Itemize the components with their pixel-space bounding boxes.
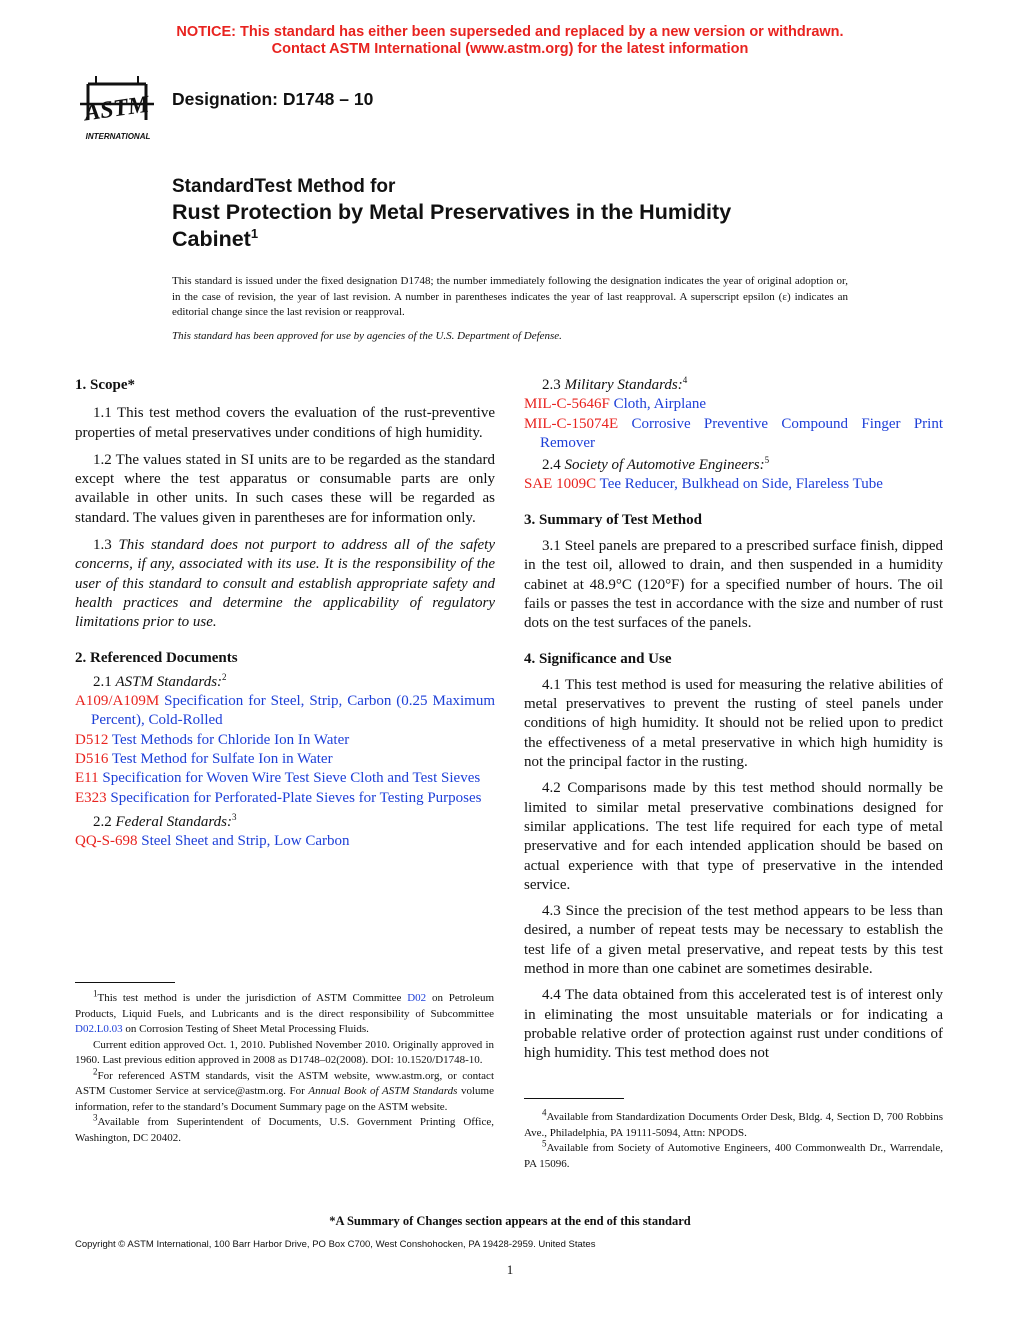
footnote-4-text: Available from Standardization Documents Order Desk, Bldg. 4, Section D, 700 Robbins Ave., Philadelphia, PA 19111-5094, Attn: NPODS. [524,1111,943,1139]
reference-entry [75,750,495,769]
reference-entry [75,789,495,808]
reference-entry [75,832,495,851]
reference-code-link[interactable]: D516 [75,751,109,768]
para-1-3-number: 1.3 [93,537,112,554]
para-2-3-number: 2.3 [542,377,561,393]
left-footnotes [75,988,494,1146]
section-3-heading: 3. Summary of Test Method [524,511,702,528]
footnote-2 [75,1065,494,1116]
para-4-2: 4.2 Comparisons made by this test method should normally be limited to similar metal preservative combinations designed for similar applications. The test life required for each type of metal preservative and for each intended application should be based on actual experience with that type of preservative in the intended service. [524,780,943,893]
reference-title-link[interactable]: Specification for Perforated-Plate Sieves for Testing Purposes [110,789,482,806]
notice-line-1: NOTICE: This standard has either been superseded and replaced by a new version or withdrawn. [176,24,844,40]
reference-code-link[interactable]: E11 [75,770,99,787]
footnote-5-text: Available from Society of Automotive Engineers, 400 Commonwealth Dr., Warrendale, PA 15096. [524,1142,943,1170]
title-line-3: Cabinet [172,227,251,251]
reference-entry [524,395,943,414]
footnote-4 [524,1107,943,1141]
reference-title-link[interactable]: Tee Reducer, Bulkhead on Side, Flareless Tube [599,476,883,493]
sae-standards-list [524,475,943,494]
subcommittee-link[interactable]: D02.L0.03 [75,1023,123,1035]
title-line-2: Rust Protection by Metal Preservatives in the Humidity [172,200,732,224]
reference-entry [524,415,943,454]
title-line-1: StandardTest Method for [172,176,396,197]
reference-code-link[interactable]: MIL-C-5646F [524,396,610,413]
reference-code-link[interactable]: SAE 1009C [524,476,597,493]
footnote-2-number: 2 [93,1065,98,1076]
reference-code-link[interactable]: A109/A109M [75,693,160,710]
section-4-heading: 4. Significance and Use [524,650,672,667]
footnote-ref-5: 5 [764,455,770,466]
footnote-4-number: 4 [542,1107,547,1118]
para-2-1 [75,673,495,692]
logo-subtitle: INTERNATIONAL [85,132,151,141]
astm-standards-label: ASTM Standards: [115,673,223,690]
para-1-3 [75,536,495,632]
designation: Designation: D1748 – 10 [172,89,374,109]
svg-text:ASTM: ASTM [82,91,151,127]
para-4-3: 4.3 Since the precision of the test method appears to be less than desired, a number of repeat tests may be necessary to establish the test life of a given metal preservative, and repeat tests by this test method in more than one cabinet are sometimes desirable. [524,903,943,978]
footnote-3-number: 3 [93,1112,98,1123]
federal-standards-label: Federal Standards: [115,813,233,830]
reference-title-link[interactable]: Test Method for Sulfate Ion in Water [111,751,333,768]
footnote-ref-4: 4 [682,375,688,385]
summary-of-changes-note: *A Summary of Changes section appears at the end of this standard [329,1214,691,1228]
issuance-note: This standard is issued under the fixed designation D1748; the number immediately following the designation indicates the year of original adoption or, in the case of revision, the year of last revision. A number in parentheses indicates the year of last reapproval. A superscript epsilon (ε) indicates an editorial change since the last revision or reapproval. [172,275,848,318]
para-4-4: 4.4 The data obtained from this accelerated test is of interest only in eliminating the most unsuitable materials or for indicating a probable relative order of protection against rust under conditions of high humidity. This test method does not [524,987,943,1062]
page-number: 1 [506,1262,514,1277]
footnote-2-book-title: Annual Book of ASTM Standards [308,1085,458,1097]
footnote-5 [524,1138,943,1172]
footnote-rule-left [75,982,175,983]
reference-code-link[interactable]: QQ-S-698 [75,833,138,850]
para-2-4 [524,456,943,475]
section-1-heading: 1. Scope* [75,377,135,393]
document-title [172,175,872,253]
astm-standards-list [75,692,495,808]
reference-title-link[interactable]: Cloth, Airplane [613,396,707,413]
reference-title-link[interactable]: Specification for Steel, Strip, Carbon (0.25 Maximum Percent), Cold-Rolled [91,693,495,729]
reference-entry [75,731,495,750]
para-1-3-text: This standard does not purport to address all of the safety concerns, if any, associated with its use. It is the responsibility of the user of this standard to consult and establish appropriate safety and health practices and determine the applicability of regulatory limitations prior to use. [75,537,496,631]
para-1-1: 1.1 This test method covers the evaluation of the rust-preventive properties of metal preservatives under conditions of high humidity. [75,405,495,441]
footnote-3 [75,1112,494,1146]
title-footnote-ref: 1 [250,225,259,241]
footnote-2-text-a: For referenced ASTM standards, visit the ASTM website, www.astm.org, or contact ASTM Customer Service at service@astm.org. For [75,1069,494,1097]
footnote-1-text-c: on Corrosion Testing of Sheet Metal Processing Fluids. [125,1023,369,1035]
committee-d02-link[interactable]: D02 [407,992,427,1004]
para-2-3 [524,376,943,395]
reference-title-link[interactable]: Specification for Woven Wire Test Sieve Cloth and Test Sieves [102,770,481,787]
footnote-1-edition: Current edition approved Oct. 1, 2010. Published November 2010. Originally approved in 1960. Last previous edition approved in 2008 as D1748–02(2008). DOI: 10.1520/D1748-10. [75,1038,494,1066]
notice-line-2: Contact ASTM International (www.astm.org) for the latest information [271,41,749,57]
para-2-4-number: 2.4 [542,457,561,474]
footnote-ref-2: 2 [222,671,227,682]
reference-code-link[interactable]: D512 [75,731,109,748]
footnote-3-text: Available from Superintendent of Documents, U.S. Government Printing Office, Washington, DC 20402. [75,1116,494,1144]
federal-standards-list [75,832,495,851]
reference-entry [75,692,495,731]
para-2-2 [75,813,495,832]
para-4-1: 4.1 This test method is used for measuring the relative abilities of metal preservatives to prevent the rusting of steel panels under conditions of high humidity. It should not be relied upon to predict the effectiveness of a metal preservative in which high humidity is not the principal factor in the rusting. [524,676,943,771]
withdrawal-notice [0,24,1020,58]
sae-standards-label: Society of Automotive Engineers: [564,457,765,474]
footnote-rule-right [524,1098,624,1099]
right-footnotes [524,1107,943,1172]
footnote-5-number: 5 [542,1138,547,1149]
para-2-1-number: 2.1 [93,673,112,690]
reference-entry [524,475,943,494]
dod-approval-note: This standard has been approved for use by agencies of the U.S. Department of Defense. [172,330,562,342]
reference-code-link[interactable]: E323 [75,789,107,806]
section-2-heading: 2. Referenced Documents [75,649,238,666]
footnote-1-text-a: This test method is under the jurisdiction of ASTM Committee [97,992,402,1004]
military-standards-list [524,395,943,453]
copyright-line: Copyright © ASTM International, 100 Barr Harbor Drive, PO Box C700, West Conshohocken, PA 19428-2959. United States [75,1239,596,1250]
reference-code-link[interactable]: MIL-C-15074E [524,415,619,432]
right-column [524,376,943,1064]
footnote-ref-3: 3 [232,811,237,822]
para-3-1: 3.1 Steel panels are prepared to a prescribed surface finish, dipped in the test oil, allowed to drain, and then suspended in a humidity cabinet at 48.9°C (120°F) for a specified number of hours. The oil fails or passes the test in accordance with the size and number of rust dots on the test surfaces of the panels. [524,538,943,632]
footnote-1-text-b: on Petroleum Products, Liquid Fuels, and Lubricants and is the direct responsibility of Subcommittee [75,992,494,1020]
left-column [75,376,495,852]
reference-entry [75,769,495,788]
para-2-2-number: 2.2 [93,813,112,830]
footnote-2-text-b: volume information, refer to the standard’s Document Summary page on the ASTM website. [75,1085,494,1113]
footnote-1 [75,988,494,1038]
reference-title-link[interactable]: Corrosive Preventive Compound Finger Print Remover [540,415,944,451]
footnote-1-number: 1 [93,988,98,999]
reference-title-link[interactable]: Test Methods for Chloride Ion In Water [111,731,350,748]
para-1-2: 1.2 The values stated in SI units are to be regarded as the standard except where the test apparatus or consumable parts are only available in other units. In such cases these will be regarded as standard. The values given in parentheses are for information only. [75,451,495,526]
reference-title-link[interactable]: Steel Sheet and Strip, Low Carbon [141,833,350,850]
military-standards-label: Military Standards: [564,377,683,393]
astm-logo [74,76,160,146]
